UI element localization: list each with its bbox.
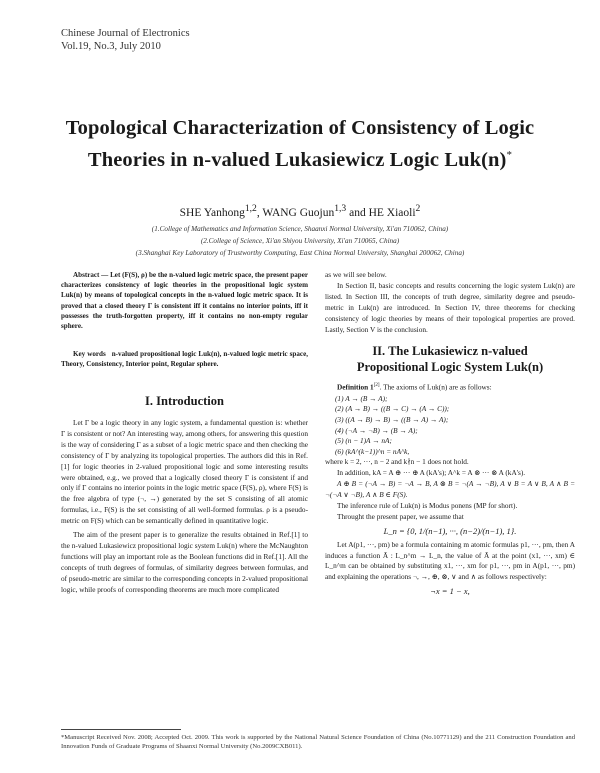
keywords-paragraph bbox=[61, 349, 308, 369]
footnote: *Manuscript Received Nov. 2008; Accepted Oct. 2009. This work is supported by the National Natural Science Foundation of China (No.10771129) and the 211 Construction Foundation and Innovation Funds of Graduate Programs of Shaanxi Normal University (No.2009CXB011). bbox=[61, 734, 575, 750]
journal-issue: Vol.19, No.3, July 2010 bbox=[61, 41, 161, 52]
definition-text: . The axioms of Luk(n) are as follows: bbox=[379, 382, 492, 392]
author-3: and HE Xiaoli bbox=[346, 206, 416, 219]
paper-title bbox=[40, 115, 560, 174]
title-footnote-mark: * bbox=[506, 149, 513, 161]
section-heading-introduction: I. Introduction bbox=[145, 394, 224, 408]
axiom-4: (4) (¬A → ¬B) → (B → A); bbox=[335, 425, 418, 435]
intro-paragraph-2: The aim of the present paper is to generalize the results obtained in Ref.[1] to the n-valued Lukasiewicz propositional logic system Luk(n) where the McNaughton functions will play an important role as the Boolean functions did in Ref.[1]. All the concepts of truth degrees of formulas, of similarity degrees between formulas, and of pseudo-metric are similar to the corresponding concepts in 2-valued propositional logic, while proofs of corresponding theorems are much more complicated bbox=[61, 530, 308, 594]
negation-equation: ¬x = 1 − x, bbox=[430, 586, 470, 597]
author-2: , WANG Guojun bbox=[256, 206, 335, 219]
axiom-3: (3) ((A → B) → B) → ((B → A) → A); bbox=[335, 414, 449, 424]
keywords-label: Key words bbox=[73, 350, 106, 358]
axiom-1: (1) A → (B → A); bbox=[335, 393, 388, 403]
axiom-where: where k = 2, ···, n − 2 and k∤n − 1 does not hold. bbox=[325, 457, 469, 467]
abstract-paragraph bbox=[61, 270, 308, 331]
author-1-affil: 1,2 bbox=[244, 203, 257, 214]
definition-1 bbox=[325, 381, 575, 393]
keywords bbox=[61, 349, 308, 369]
author-1: SHE Yanhong bbox=[179, 206, 245, 219]
assumption: Throught the present paper, we assume that bbox=[337, 511, 464, 521]
right-column bbox=[325, 270, 575, 600]
author-line bbox=[0, 203, 600, 219]
author-2-affil: 1,3 bbox=[334, 203, 347, 214]
axiom-2: (2) (A → B) → ((B → C) → (A → C)); bbox=[335, 404, 450, 414]
abstract bbox=[61, 270, 308, 331]
formula-function-paragraph: Let A(p1, ···, pm) be a formula containing m atomic formulas p1, ···, pm, then A induces a function Ā : L_n^m → L_n, the value of Ā at the point (x1, ···, xm) ∈ L_n^m can be obtained by substituting x1, ···, xm for p1, ···, pm in A(p1, ···, pm) and explaining the operations ¬, →, ⊕, ⊗, ∨ and ∧ as follows respectively: bbox=[325, 539, 575, 582]
section-heading-2-line1: II. The Lukasiewicz n-valued bbox=[372, 344, 528, 359]
axiom-6: (6) (kA^(k−1))^n = nA^k, bbox=[335, 446, 410, 456]
definition-label: Definition 1 bbox=[337, 382, 374, 392]
operator-definitions: A ⊕ B = (¬A → B) = ¬A → B, A ⊗ B = ¬(A → ¬B), A ∨ B = A ∨ B, A ∧ B = ¬(¬A ∨ ¬B), A ∧ B ∈ F(S). bbox=[325, 479, 575, 500]
affiliation-1: (1.College of Mathematics and Information Science, Shaanxi Normal University, Xi'an 710062, China) bbox=[151, 225, 449, 233]
section-heading-2-line2: Propositional Logic System Luk(n) bbox=[356, 360, 544, 375]
affiliation-2: (2.College of Science, Xi'an Shiyou University, Xi'an 710065, China) bbox=[200, 237, 400, 245]
abstract-label: Abstract — bbox=[73, 271, 111, 279]
right-paragraph-1: In Section II, basic concepts and results concerning the logic system Luk(n) are listed. In Section III, the concepts of truth degree, similarity degree and pseudo-metric in Luk(n) are introduced. In Section IV, three theorems for checking consistency of logic theories by means of their topological properties are proved. Lastly, Section V is the conclusion. bbox=[325, 280, 575, 334]
right-paragraph-0: as we will see below. bbox=[325, 270, 387, 279]
abstract-text: Let (F(S), ρ) be the n-valued logic metric space, the present paper characterizes consistency of logic theories in the propositional logic system Luk(n) by means of topological concepts in the n-valued logic metric space. It is proved that a closed theory Γ is consistent iff it contains no interior points, iff it possesses the truth-forgotten property, iff it contains no non-empty regular sphere. bbox=[61, 271, 308, 331]
inference-rule: The inference rule of Luk(n) is Modus ponens (MP for short). bbox=[337, 500, 518, 510]
intro-body bbox=[61, 418, 308, 596]
author-3-affil: 2 bbox=[415, 203, 421, 214]
section-heading-2 bbox=[325, 343, 575, 375]
journal-name: Chinese Journal of Electronics bbox=[61, 28, 190, 39]
definition-ref: [2] bbox=[373, 383, 380, 389]
journal-header bbox=[61, 27, 190, 53]
axiom-5: (5) (n − 1)A → nA; bbox=[335, 436, 392, 446]
keywords-text: n-valued propositional logic Luk(n), n-valued logic metric space, Theory, Consistency, Interior point, Regular sphere. bbox=[61, 350, 308, 369]
title-text: Topological Characterization of Consistency of Logic Theories in n-valued Lukasiewicz Logic Luk(n) bbox=[65, 117, 535, 171]
intro-paragraph-1: Let Γ be a logic theory in any logic system, a fundamental question is: whether Γ is consistent or not? An interesting way, among others, for answering this question is the way of considering Γ as a subset of a logic metric space and then checking the consistency of Γ by analyzing its topological properties. The authors did this in Ref.[1] for logic theories in 2-valued propositional logic and some interesting results were obtained, e.g., we proved that a logically closed theory Γ is consistent if and only if Γ contains no interior points in the logic metric space (F(S), ρ), where F(S) is the free algebra of type (¬, →) generated by the set S consisting of all atomic formulas, i.e., F(S) is the set consisting of all well-formed formulas. ρ is a pseudo-metric on F(S) which can be semantically defined in quantitative logic. bbox=[61, 418, 308, 526]
ln-equation: L_n = {0, 1/(n−1), ···, (n−2)/(n−1), 1}. bbox=[383, 525, 517, 536]
footnote-rule bbox=[61, 729, 181, 730]
addition-paragraph: In addition, kA = A ⊕ ··· ⊕ A (kA's); A^k = A ⊗ ··· ⊗ A (kA's). bbox=[337, 468, 526, 478]
affiliation-3: (3.Shanghai Key Laboratory of Trustworthy Computing, East China Normal University, Shanghai 200062, China) bbox=[135, 249, 465, 257]
